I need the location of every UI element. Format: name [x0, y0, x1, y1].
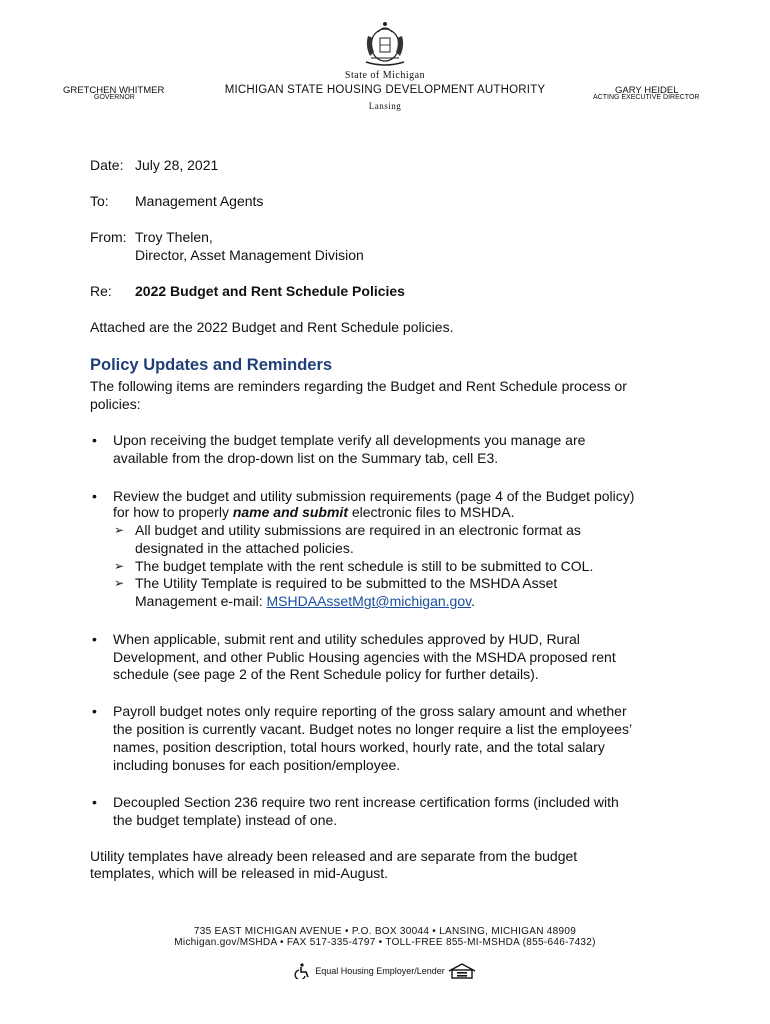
re-subject: 2022 Budget and Rent Schedule Policies	[135, 283, 405, 299]
arrow-bullet-icon: ➢	[114, 523, 125, 537]
state-of-michigan: State of Michigan	[344, 70, 426, 81]
director-title: ACTING EXECUTIVE DIRECTOR	[593, 94, 700, 101]
from-name: Troy Thelen,	[135, 229, 213, 245]
bullet2-line2	[113, 503, 693, 521]
bullet3-line1: When applicable, submit rent and utility schedules approved by HUD, Rural	[113, 631, 580, 647]
bullet3-line2: Development, and other Public Housing agencies with the MSHDA proposed rent	[113, 649, 616, 665]
sub3-line1: The Utility Template is required to be submitted to the MSHDA Asset	[135, 575, 558, 591]
closing-line2: templates, which will be released in mid-August.	[90, 865, 389, 881]
city-name: Lansing	[368, 101, 402, 111]
sub3-line2-pre: Management e-mail:	[135, 593, 267, 609]
director-name: GARY HEIDEL	[615, 85, 679, 96]
bullet1-line2: available from the drop-down list on the Summary tab, cell E3.	[113, 450, 499, 466]
bullet3-line3: schedule (see page 2 of the Rent Schedule policy for further details).	[113, 666, 539, 682]
authority-name: MICHIGAN STATE HOUSING DEVELOPMENT AUTHORITY	[224, 84, 546, 96]
bullet5-line1: Decoupled Section 236 require two rent increase certification forms (included with	[113, 794, 619, 810]
bullet2-line2-pre: for how to properly	[113, 504, 233, 520]
re-label: Re:	[90, 283, 112, 299]
governor-title: GOVERNOR	[94, 94, 135, 101]
sub1-line2: designated in the attached policies.	[135, 540, 354, 556]
to-label: To:	[90, 193, 109, 209]
sub3-line2-post: .	[471, 593, 475, 609]
arrow-bullet-icon: ➢	[114, 576, 125, 590]
equal-housing-text: Equal Housing Employer/Lender	[315, 966, 445, 976]
arrow-bullet-icon: ➢	[114, 559, 125, 573]
closing-line1: Utility templates have already been released and are separate from the budget	[90, 848, 578, 864]
date-label: Date:	[90, 157, 124, 173]
footer-contact: Michigan.gov/MSHDA • FAX 517-335-4797 • TOLL-FREE 855-MI-MSHDA (855-646-7432)	[174, 937, 596, 948]
accessibility-icon	[293, 963, 313, 979]
section-intro-line1: The following items are reminders regarding the Budget and Rent Schedule process or	[90, 378, 627, 394]
bullet5-line2: the budget template) instead of one.	[113, 812, 338, 828]
michigan-seal-icon	[358, 18, 412, 68]
intro-text: Attached are the 2022 Budget and Rent Schedule policies.	[90, 319, 454, 335]
sub1-line1: All budget and utility submissions are required in an electronic format as	[135, 522, 581, 538]
bullet2-line2-post: electronic files to MSHDA.	[347, 504, 515, 520]
to-value: Management Agents	[135, 193, 264, 209]
date-value: July 28, 2021	[135, 157, 219, 173]
sub3-line2	[135, 592, 695, 610]
section-heading: Policy Updates and Reminders	[90, 356, 333, 374]
bullet1-line1: Upon receiving the budget template verify all developments you manage are	[113, 432, 586, 448]
section-intro-line2: policies:	[90, 396, 141, 412]
footer-address: 735 EAST MICHIGAN AVENUE • P.O. BOX 30044 • LANSING, MICHIGAN 48909	[193, 926, 577, 937]
equal-housing-house-icon	[447, 963, 477, 979]
from-label: From:	[90, 229, 127, 245]
equal-housing-line	[0, 963, 770, 979]
bullet2-emphasis: name and submit	[232, 504, 348, 520]
bullet4-line1: Payroll budget notes only require reporting of the gross salary amount and whether	[113, 703, 627, 719]
governor-name: GRETCHEN WHITMER	[63, 85, 165, 96]
bullet4-line3: names, position description, total hours worked, hourly rate, and the total salary	[113, 739, 605, 755]
bullet2-line1: Review the budget and utility submission requirements (page 4 of the Budget policy)	[113, 488, 635, 504]
from-title: Director, Asset Management Division	[135, 247, 364, 263]
bullet-dot: •	[92, 432, 97, 448]
sub2-text: The budget template with the rent schedule is still to be submitted to COL.	[135, 558, 594, 574]
bullet-dot: •	[92, 703, 97, 719]
bullet4-line2: the position is currently vacant. Budget notes no longer require a list the employees’	[113, 721, 633, 737]
asset-mgmt-email-link[interactable]: MSHDAAssetMgt@michigan.gov	[266, 593, 472, 609]
bullet-dot: •	[92, 794, 97, 810]
bullet-dot: •	[92, 488, 97, 504]
bullet4-line4: including bonuses for each position/employee.	[113, 757, 401, 773]
bullet-dot: •	[92, 631, 97, 647]
